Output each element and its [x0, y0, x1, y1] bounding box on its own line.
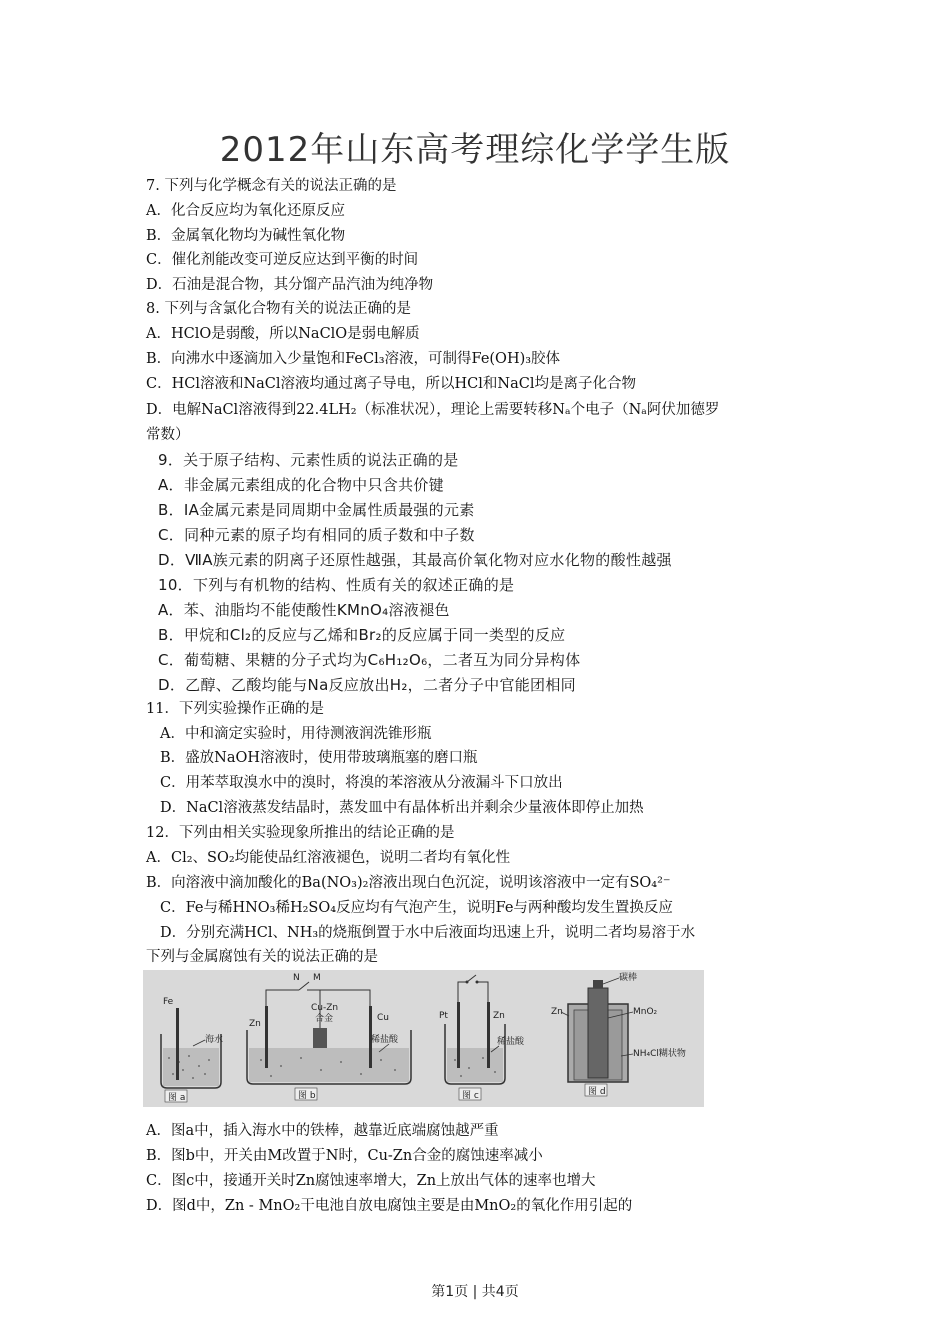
q10-option-d: D．乙醇、乙酸均能与Na反应放出H₂，二者分子中官能团相同 [158, 676, 576, 694]
q10-option-b: B．甲烷和Cl₂的反应与乙烯和Br₂的反应属于同一类型的反应 [158, 626, 566, 644]
q7-option-b: B．金属氧化物均为碱性氧化物 [146, 228, 346, 244]
fig-c-liquid-label: 稀盐酸 [497, 1037, 525, 1047]
q11-stem: 11．下列实验操作正确的是 [146, 701, 324, 717]
q12-option-b: B．向溶液中滴加酸化的Ba(NO₃)₂溶液出现白色沉淀，说明该溶液中一定有SO₄²⁻ [146, 875, 671, 891]
q9-option-d: D．ⅦA族元素的阴离子还原性越强，其最高价氧化物对应水化物的酸性越强 [158, 551, 672, 569]
q12-stem: 12．下列由相关实验现象所推出的结论正确的是 [146, 825, 455, 841]
fig-a-rod-label: Fe [163, 997, 174, 1007]
q11-option-c: C．用苯萃取溴水中的溴时，将溴的苯溶液从分液漏斗下口放出 [160, 775, 563, 791]
fig-d-mno2-label: MnO₂ [633, 1007, 658, 1017]
figure-a [161, 997, 223, 1103]
q10-stem: 10．下列与有机物的结构、性质有关的叙述正确的是 [158, 576, 515, 594]
q8-option-b: B．向沸水中逐滴加入少量饱和FeCl₃溶液，可制得Fe(OH)₃胶体 [146, 351, 561, 367]
fig-b-left-label: Zn [249, 1019, 261, 1029]
fig-b-n-label: N [293, 973, 300, 983]
fig-b-liquid-label: 稀盐酸 [371, 1035, 399, 1045]
q8-option-a: A．HClO是弱酸，所以NaClO是弱电解质 [146, 326, 420, 342]
q13-option-c: C．图c中，接通开关时Zn腐蚀速率增大，Zn上放出气体的速率也增大 [146, 1173, 596, 1189]
q9-option-c: C．同种元素的原子均有相同的质子数和中子数 [158, 526, 475, 544]
fig-d-caption: 图 d [588, 1087, 606, 1097]
fig-b-m-label: M [313, 973, 321, 983]
fig-b-alloy-label-2: 合金 [315, 1014, 334, 1024]
q12-option-c: C．Fe与稀HNO₃稀H₂SO₄反应均有气泡产生，说明Fe与两种酸均发生置换反应 [160, 900, 673, 916]
fig-b-alloy-label-1: Cu-Zn [311, 1003, 339, 1013]
q13-stem: 下列与金属腐蚀有关的说法正确的是 [146, 949, 378, 965]
fig-a-caption: 图 a [168, 1093, 186, 1103]
q11-option-b: B．盛放NaOH溶液时，使用带玻璃瓶塞的磨口瓶 [160, 750, 478, 766]
fig-d-paste-label: NH₄Cl糊状物 [633, 1049, 686, 1059]
figure-d [551, 971, 686, 1097]
q7-option-c: C．催化剂能改变可逆反应达到平衡的时间 [146, 252, 419, 268]
fig-b-caption: 图 b [298, 1091, 316, 1101]
figure-c [439, 975, 525, 1101]
corrosion-figure [143, 970, 704, 1107]
q7-option-d: D．石油是混合物，其分馏产品汽油为纯净物 [146, 277, 434, 293]
fig-d-rod-label: 碳棒 [619, 973, 638, 983]
page-footer: 第1页 | 共4页 [431, 1284, 519, 1300]
q13-option-d: D．图d中，Zn - MnO₂干电池自放电腐蚀主要是由MnO₂的氧化作用引起的 [146, 1198, 633, 1214]
q12-option-d: D．分别充满HCl、NH₃的烧瓶倒置于水中后液面均迅速上升，说明二者均易溶于水 [160, 925, 696, 941]
fig-c-left-label: Pt [439, 1011, 448, 1021]
q13-option-a: A．图a中，插入海水中的铁棒，越靠近底端腐蚀越严重 [146, 1123, 499, 1139]
fig-c-caption: 图 c [462, 1091, 479, 1101]
fig-c-right-label: Zn [493, 1011, 505, 1021]
q8-stem: 8. 下列与含氯化合物有关的说法正确的是 [146, 301, 411, 317]
fig-b-right-label: Cu [377, 1013, 389, 1023]
q9-option-a: A．非金属元素组成的化合物中只含共价键 [158, 476, 444, 494]
q11-option-d: D．NaCl溶液蒸发结晶时，蒸发皿中有晶体析出并剩余少量液体即停止加热 [160, 800, 644, 816]
q8-option-d-line2: 常数） [146, 427, 190, 443]
q9-option-b: B．ⅠA金属元素是同周期中金属性质最强的元素 [158, 501, 475, 519]
fig-d-left-label: Zn [551, 1007, 563, 1017]
q8-option-d-line1: D．电解NaCl溶液得到22.4LH₂（标准状况），理论上需要转移Nₐ个电子（Nₐ阿伏加德罗 [146, 402, 720, 418]
page-title: 2012年山东高考理综化学学生版 [219, 130, 731, 170]
q10-option-a: A．苯、油脂均不能使酸性KMnO₄溶液褪色 [158, 601, 450, 619]
q7-option-a: A．化合反应均为氧化还原反应 [146, 203, 345, 219]
q8-option-c: C．HCl溶液和NaCl溶液均通过离子导电，所以HCl和NaCl均是离子化合物 [146, 376, 636, 392]
figure-b [247, 973, 411, 1101]
q7-stem: 7. 下列与化学概念有关的说法正确的是 [146, 178, 397, 194]
q12-option-a: A．Cl₂、SO₂均能使品红溶液褪色，说明二者均有氧化性 [146, 850, 511, 866]
q9-stem: 9．关于原子结构、元素性质的说法正确的是 [158, 451, 459, 469]
fig-a-liquid-label: 海水 [205, 1035, 224, 1045]
q13-option-b: B．图b中，开关由M改置于N时，Cu-Zn合金的腐蚀速率减小 [146, 1148, 543, 1164]
q11-option-a: A．中和滴定实验时，用待测液润洗锥形瓶 [160, 726, 432, 742]
q10-option-c: C．葡萄糖、果糖的分子式均为C₆H₁₂O₆，二者互为同分异构体 [158, 651, 581, 669]
